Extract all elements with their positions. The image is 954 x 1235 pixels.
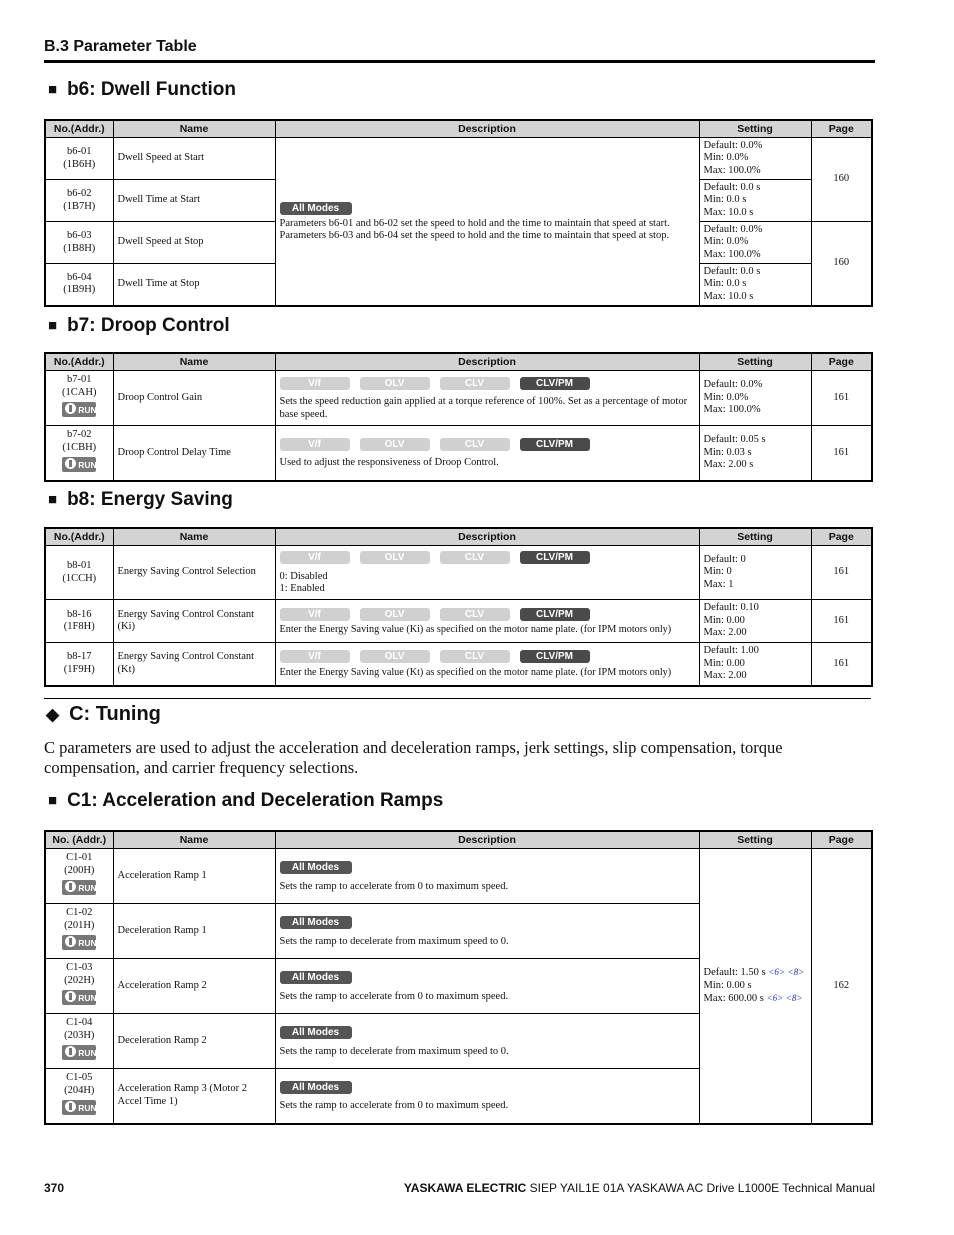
page-ref: 161 xyxy=(811,371,872,426)
col-header: Name xyxy=(113,528,275,546)
mode-badge-clvpm: CLV/PM xyxy=(520,608,590,621)
setting-cell xyxy=(699,138,811,180)
setting-default: Default: 0 xyxy=(703,553,746,565)
param-no: C1-04 xyxy=(66,1017,93,1029)
setting-min: Min: 0.00 xyxy=(703,614,745,626)
mode-badge-clv: CLV xyxy=(440,438,510,451)
param-addr: (1B7H) xyxy=(63,200,96,212)
param-no: C1-02 xyxy=(66,907,93,919)
param-no: b8-16 xyxy=(67,608,92,620)
param-name: Energy Saving Control Constant (Ki) xyxy=(113,600,275,643)
setting-max: Max: 100.0% xyxy=(703,404,761,416)
param-no: b6-04 xyxy=(67,271,92,283)
setting-min: Min: 0.00 xyxy=(703,657,745,669)
mode-badge-olv: OLV xyxy=(360,438,430,451)
mode-badge-clv: CLV xyxy=(440,650,510,663)
param-name: Dwell Time at Stop xyxy=(113,264,275,306)
b6-title: b6: Dwell Function xyxy=(67,79,236,100)
col-header: No. (Addr.) xyxy=(45,831,113,849)
page-number: 370 xyxy=(44,1181,65,1195)
mode-badge-clvpm: CLV/PM xyxy=(520,551,590,564)
description-cell xyxy=(275,643,699,686)
param-no: b8-01 xyxy=(67,560,92,571)
run-icon: RUN xyxy=(62,402,96,417)
col-header: Description xyxy=(275,120,699,138)
param-no-cell xyxy=(45,849,113,904)
setting-max: Max: 2.00 xyxy=(703,627,747,639)
all-modes-badge: All Modes xyxy=(280,916,352,929)
b8-table xyxy=(44,527,873,687)
page-ref: 160 xyxy=(811,222,872,306)
table-header-row xyxy=(45,528,872,546)
col-header: Description xyxy=(275,528,699,546)
run-icon: RUN xyxy=(62,457,96,472)
param-name: Droop Control Gain xyxy=(113,371,275,426)
col-header: Page xyxy=(811,528,872,546)
reference-link[interactable]: <8> xyxy=(785,993,803,1003)
col-header: No.(Addr.) xyxy=(45,120,113,138)
description-text: 1: Enabled xyxy=(279,583,325,595)
description-cell xyxy=(275,849,699,904)
description-text: Sets the ramp to decelerate from maximum speed to 0. xyxy=(279,935,509,947)
description-text: Sets the ramp to accelerate from 0 to maximum speed. xyxy=(279,880,509,892)
setting-default: Default: 0.0% xyxy=(703,139,763,151)
c1-table xyxy=(44,830,873,1125)
param-addr: (1B8H) xyxy=(63,242,96,254)
description-text: Parameters b6-01 and b6-02 set the speed to hold and the time to maintain that speed at start. xyxy=(279,217,670,229)
b8-title: b8: Energy Saving xyxy=(67,489,233,510)
all-modes-badge: All Modes xyxy=(280,861,352,874)
param-no-cell xyxy=(45,222,113,264)
setting-min: Min: 0.0% xyxy=(703,152,749,164)
description-text: Used to adjust the responsiveness of Droop Control. xyxy=(279,457,499,469)
param-no-cell xyxy=(45,904,113,959)
divider xyxy=(44,698,871,699)
setting-default: Default: 0.0% xyxy=(703,379,763,391)
description-cell xyxy=(275,371,699,426)
table-row xyxy=(45,546,872,600)
setting-max: Max: 2.00 xyxy=(703,670,747,681)
description-text: Enter the Energy Saving value (Ki) as specified on the motor name plate. (for IPM motors only) xyxy=(279,624,672,635)
c-title: C: Tuning xyxy=(69,703,161,725)
col-header: Page xyxy=(811,831,872,849)
description-cell xyxy=(275,959,699,1014)
run-icon: RUN xyxy=(62,880,96,895)
param-addr: (1F9H) xyxy=(63,663,95,675)
footer-doc-info xyxy=(404,1181,875,1195)
setting-min: Min: 0.0 s xyxy=(703,278,747,289)
b7-heading xyxy=(48,315,230,337)
mode-badge-vf: V/f xyxy=(280,551,350,564)
setting-default: Default: 0.0 s xyxy=(703,181,761,193)
param-no-cell xyxy=(45,138,113,180)
setting-min: Min: 0.00 s xyxy=(703,979,752,991)
setting-max: Max: 100.0% xyxy=(703,248,761,260)
description-cell xyxy=(275,426,699,481)
setting-cell xyxy=(699,222,811,264)
setting-cell xyxy=(699,546,811,600)
param-addr: (1B9H) xyxy=(63,284,96,296)
table-row xyxy=(45,600,872,643)
description-text: Enter the Energy Saving value (Kt) as specified on the motor name plate. (for IPM motors only) xyxy=(279,666,672,678)
page-ref: 161 xyxy=(811,600,872,643)
param-name: Acceleration Ramp 2 xyxy=(113,959,275,1014)
mode-badge-clv: CLV xyxy=(440,608,510,621)
reference-link[interactable]: <8> xyxy=(787,967,805,977)
setting-cell xyxy=(699,426,811,481)
page-footer xyxy=(44,1181,875,1195)
page-ref: 161 xyxy=(811,643,872,686)
param-no-cell xyxy=(45,1069,113,1124)
param-no: b7-02 xyxy=(67,429,92,440)
b6-table xyxy=(44,119,873,307)
table-row xyxy=(45,426,872,481)
param-no: C1-05 xyxy=(66,1072,93,1083)
setting-cell xyxy=(699,849,811,1124)
run-icon: RUN xyxy=(62,990,96,1005)
section-title: B.3 Parameter Table xyxy=(44,38,197,55)
table-header-row xyxy=(45,120,872,138)
all-modes-badge: All Modes xyxy=(280,971,352,984)
param-addr: (201H) xyxy=(64,919,95,931)
col-header: Name xyxy=(113,353,275,371)
description-cell xyxy=(275,1014,699,1069)
col-header: Setting xyxy=(699,120,811,138)
param-no: b6-03 xyxy=(67,230,92,241)
param-no: b6-02 xyxy=(67,188,92,199)
setting-default: Default: 0.10 xyxy=(703,602,759,614)
mode-badge-clvpm: CLV/PM xyxy=(520,650,590,663)
table-header-row xyxy=(45,353,872,371)
param-no-cell xyxy=(45,600,113,643)
mode-badge-clvpm: CLV/PM xyxy=(520,377,590,390)
param-name: Deceleration Ramp 2 xyxy=(113,1014,275,1069)
diamond-bullet-icon: ◆ xyxy=(46,705,60,724)
setting-cell xyxy=(699,600,811,643)
mode-badge-vf: V/f xyxy=(280,608,350,621)
mode-badge-vf: V/f xyxy=(280,438,350,451)
col-header: Page xyxy=(811,353,872,371)
setting-max: Max: 10.0 s xyxy=(703,206,754,218)
col-header: No.(Addr.) xyxy=(45,528,113,546)
run-icon: RUN xyxy=(62,1045,96,1060)
description-text: Sets the speed reduction gain applied at a torque reference of 100%. Set as a percentage of motor base speed. xyxy=(279,396,688,420)
param-addr: (1CBH) xyxy=(62,441,97,453)
param-addr: (200H) xyxy=(64,864,95,876)
table-row xyxy=(45,643,872,686)
param-addr: (1CAH) xyxy=(62,386,97,398)
page-ref: 160 xyxy=(811,138,872,222)
col-header: Description xyxy=(275,831,699,849)
c-intro-paragraph: C parameters are used to adjust the acceleration and deceleration ramps, jerk settings, slip compensation, torque compensation, and carrier frequency selections. xyxy=(44,738,783,777)
description-text: Parameters b6-03 and b6-04 set the speed to hold and the time to maintain that speed at stop. xyxy=(279,230,670,241)
setting-default: Default: 0.0% xyxy=(703,223,763,235)
param-addr: (203H) xyxy=(64,1029,95,1041)
setting-min: Min: 0.03 s xyxy=(703,446,752,458)
mode-badge-olv: OLV xyxy=(360,377,430,390)
description-cell xyxy=(275,546,699,600)
mode-badge-olv: OLV xyxy=(360,608,430,621)
mode-badge-clv: CLV xyxy=(440,551,510,564)
param-no: b8-17 xyxy=(67,651,92,663)
setting-max: Max: 600.00 s <6> <8> xyxy=(703,993,803,1004)
param-no-cell xyxy=(45,426,113,481)
doc-title: SIEP YAIL1E 01A YASKAWA AC Drive L1000E Technical Manual xyxy=(526,1181,875,1195)
setting-max: Max: 2.00 s xyxy=(703,459,754,470)
param-addr: (1B6H) xyxy=(63,158,96,170)
param-addr: (1F8H) xyxy=(63,621,95,632)
table-row xyxy=(45,138,872,180)
page-ref: 161 xyxy=(811,546,872,600)
setting-min: Min: 0.0 s xyxy=(703,194,747,206)
table-row xyxy=(45,849,872,904)
reference-link[interactable]: <6> xyxy=(766,993,784,1003)
param-name: Deceleration Ramp 1 xyxy=(113,904,275,959)
all-modes-badge: All Modes xyxy=(280,202,352,215)
setting-default: Default: 1.00 xyxy=(703,645,759,656)
param-no: b7-01 xyxy=(67,374,92,386)
b6-heading xyxy=(48,79,236,101)
setting-cell xyxy=(699,371,811,426)
param-no: b6-01 xyxy=(67,146,92,157)
description-cell xyxy=(275,138,699,306)
square-bullet-icon: ■ xyxy=(48,317,58,334)
setting-min: Min: 0.0% xyxy=(703,391,749,403)
param-no-cell xyxy=(45,643,113,686)
description-cell xyxy=(275,904,699,959)
square-bullet-icon: ■ xyxy=(48,491,58,508)
param-no-cell xyxy=(45,180,113,222)
param-no: C1-03 xyxy=(66,962,93,974)
page-ref: 161 xyxy=(811,426,872,481)
setting-cell xyxy=(699,643,811,686)
description-text: Sets the ramp to accelerate from 0 to maximum speed. xyxy=(279,1100,509,1112)
setting-default: Default: 1.50 s <6> <8> xyxy=(703,967,805,978)
param-no-cell xyxy=(45,1014,113,1069)
b7-title: b7: Droop Control xyxy=(67,315,230,336)
setting-max: Max: 10.0 s xyxy=(703,290,754,302)
mode-badge-vf: V/f xyxy=(280,377,350,390)
description-cell xyxy=(275,1069,699,1124)
param-name: Energy Saving Control Constant (Kt) xyxy=(113,643,275,686)
setting-max: Max: 1 xyxy=(703,578,734,590)
square-bullet-icon: ■ xyxy=(48,792,58,809)
param-name: Acceleration Ramp 3 (Motor 2 Accel Time 1) xyxy=(113,1069,275,1124)
mode-badge-clvpm: CLV/PM xyxy=(520,438,590,451)
setting-cell xyxy=(699,264,811,306)
page-ref: 162 xyxy=(811,849,872,1124)
setting-cell xyxy=(699,180,811,222)
mode-badge-olv: OLV xyxy=(360,551,430,564)
col-header: Setting xyxy=(699,528,811,546)
table-header-row xyxy=(45,831,872,849)
run-icon: RUN xyxy=(62,935,96,950)
col-header: No.(Addr.) xyxy=(45,353,113,371)
c-heading xyxy=(46,703,161,726)
col-header: Name xyxy=(113,831,275,849)
all-modes-badge: All Modes xyxy=(280,1026,352,1039)
b8-heading xyxy=(48,489,233,511)
col-header: Description xyxy=(275,353,699,371)
param-name: Dwell Speed at Start xyxy=(113,138,275,180)
setting-min: Min: 0 xyxy=(703,566,732,578)
square-bullet-icon: ■ xyxy=(48,81,58,98)
mode-badge-clv: CLV xyxy=(440,377,510,390)
setting-max: Max: 100.0% xyxy=(703,164,761,176)
col-header: Name xyxy=(113,120,275,138)
param-no-cell xyxy=(45,546,113,600)
param-addr: (202H) xyxy=(64,974,95,986)
mode-badge-vf: V/f xyxy=(280,650,350,663)
param-addr: (1CCH) xyxy=(62,572,97,584)
setting-default: Default: 0.05 s xyxy=(703,434,766,445)
param-no-cell xyxy=(45,959,113,1014)
param-name: Acceleration Ramp 1 xyxy=(113,849,275,904)
description-cell xyxy=(275,600,699,643)
param-name: Energy Saving Control Selection xyxy=(113,546,275,600)
all-modes-badge: All Modes xyxy=(280,1081,352,1094)
param-no: C1-01 xyxy=(66,852,93,864)
reference-link[interactable]: <6> xyxy=(768,967,785,977)
c1-heading xyxy=(48,790,443,812)
run-icon: RUN xyxy=(62,1100,96,1115)
param-name: Droop Control Delay Time xyxy=(113,426,275,481)
section-header xyxy=(44,36,875,63)
param-no-cell xyxy=(45,371,113,426)
b7-table xyxy=(44,352,873,482)
table-row xyxy=(45,371,872,426)
col-header: Setting xyxy=(699,831,811,849)
col-header: Page xyxy=(811,120,872,138)
mode-badge-olv: OLV xyxy=(360,650,430,663)
param-no-cell xyxy=(45,264,113,306)
setting-min: Min: 0.0% xyxy=(703,236,749,248)
description-text: 0: Disabled xyxy=(279,570,328,582)
description-text: Sets the ramp to decelerate from maximum speed to 0. xyxy=(279,1045,509,1057)
param-name: Dwell Time at Start xyxy=(113,180,275,222)
brand-name: YASKAWA ELECTRIC xyxy=(403,1181,527,1195)
setting-default: Default: 0.0 s xyxy=(703,265,761,277)
c1-title: C1: Acceleration and Deceleration Ramps xyxy=(67,790,444,811)
param-addr: (204H) xyxy=(64,1084,95,1096)
description-text: Sets the ramp to accelerate from 0 to maximum speed. xyxy=(279,990,509,1002)
col-header: Setting xyxy=(699,353,811,371)
param-name: Dwell Speed at Stop xyxy=(113,222,275,264)
